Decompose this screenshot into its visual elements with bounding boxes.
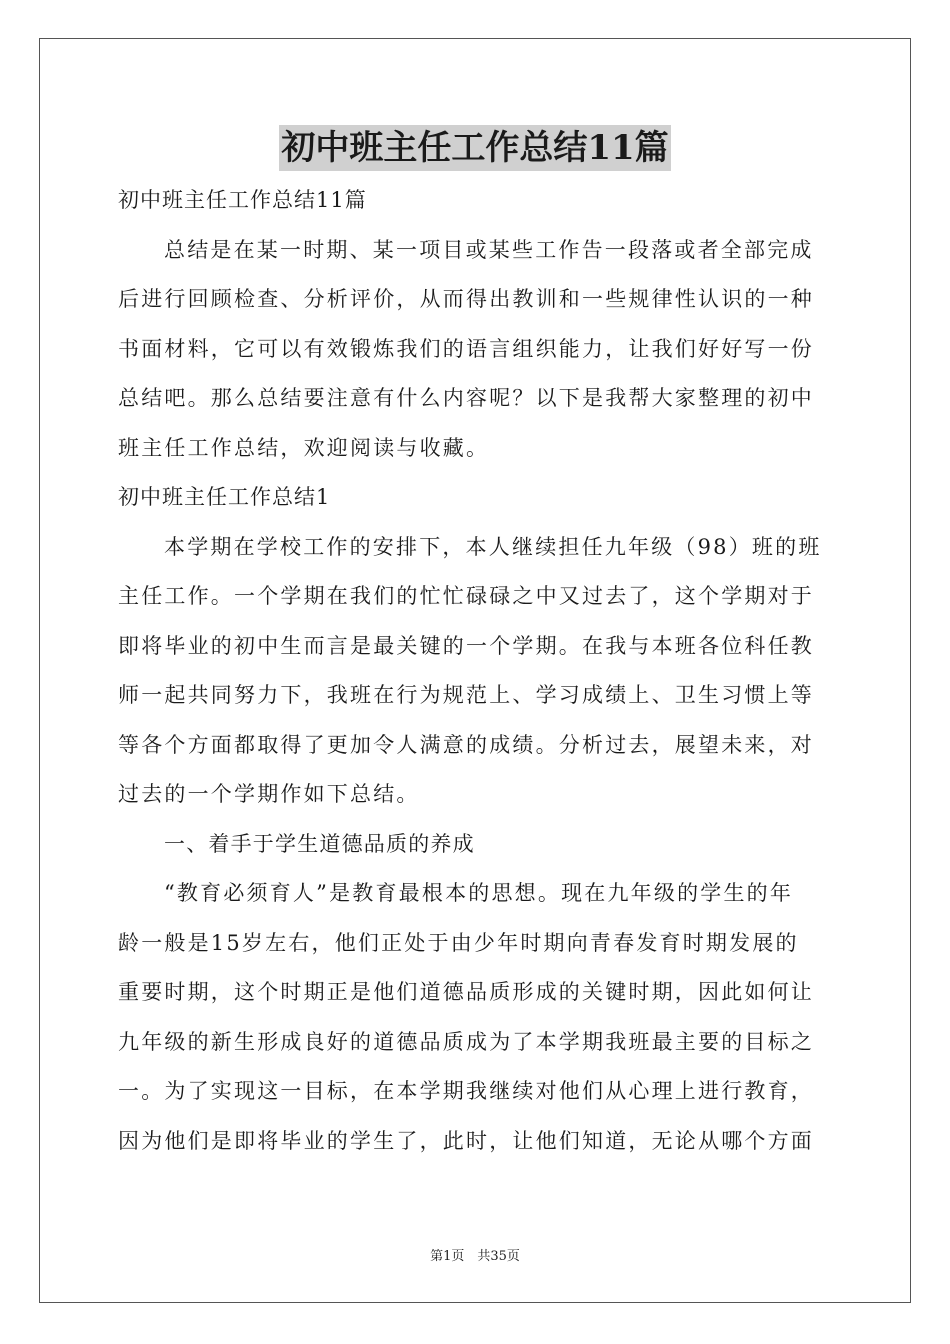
paragraph-line: 因为他们是即将毕业的学生了，此时，让他们知道，无论从哪个方面 — [118, 1128, 814, 1153]
paragraph-line: 后进行回顾检查、分析评价，从而得出教训和一些规律性认识的一种 — [118, 287, 814, 311]
paragraph-line: 等各个方面都取得了更加令人满意的成绩。分析过去，展望未来，对 — [118, 732, 814, 757]
paragraph-line: “教育必须育人”是教育最根本的思想。现在九年级的学生的年 — [164, 881, 794, 905]
paragraph-line: 书面材料，它可以有效锻炼我们的语言组织能力，让我们好好写一份 — [118, 336, 814, 361]
paragraph-line: 一。为了实现这一目标，在本学期我继续对他们从心理上进行教育， — [118, 1079, 814, 1103]
page-footer — [0, 1248, 950, 1266]
document-title: 初中班主任工作总结11篇 — [279, 125, 670, 171]
document-body — [118, 180, 834, 1170]
paragraph-line: 九年级的新生形成良好的道德品质成为了本学期我班最主要的目标之 — [118, 1029, 814, 1054]
title-container — [0, 125, 950, 171]
paragraph-line: 过去的一个学期作如下总结。 — [118, 782, 420, 806]
section-heading: 初中班主任工作总结1 — [118, 485, 331, 509]
paragraph-line: 总结是在某一时期、某一项目或某些工作告一段落或者全部完成 — [164, 237, 814, 262]
paragraph-line: 总结吧。那么总结要注意有什么内容呢？以下是我帮大家整理的初中 — [118, 386, 814, 410]
paragraph-line: 主任工作。一个学期在我们的忙忙碌碌之中又过去了，这个学期对于 — [118, 584, 814, 608]
paragraph-line: 班主任工作总结，欢迎阅读与收藏。 — [118, 435, 490, 460]
paragraph-line: 师一起共同努力下，我班在行为规范上、学习成绩上、卫生习惯上等 — [118, 683, 814, 707]
paragraph-line: 本学期在学校工作的安排下，本人继续担任九年级（98）班的班 — [164, 534, 822, 559]
page-number: 第1页 共35页 — [430, 1249, 520, 1264]
paragraph-line: 即将毕业的初中生而言是最关键的一个学期。在我与本班各位科任教 — [118, 633, 814, 658]
point-heading: 一、着手于学生道德品质的养成 — [164, 831, 475, 856]
paragraph-line: 重要时期，这个时期正是他们道德品质形成的关键时期，因此如何让 — [118, 980, 814, 1004]
document-subtitle: 初中班主任工作总结11篇 — [118, 188, 367, 212]
paragraph-line: 龄一般是15岁左右，他们正处于由少年时期向青春发育时期发展的 — [118, 930, 799, 955]
